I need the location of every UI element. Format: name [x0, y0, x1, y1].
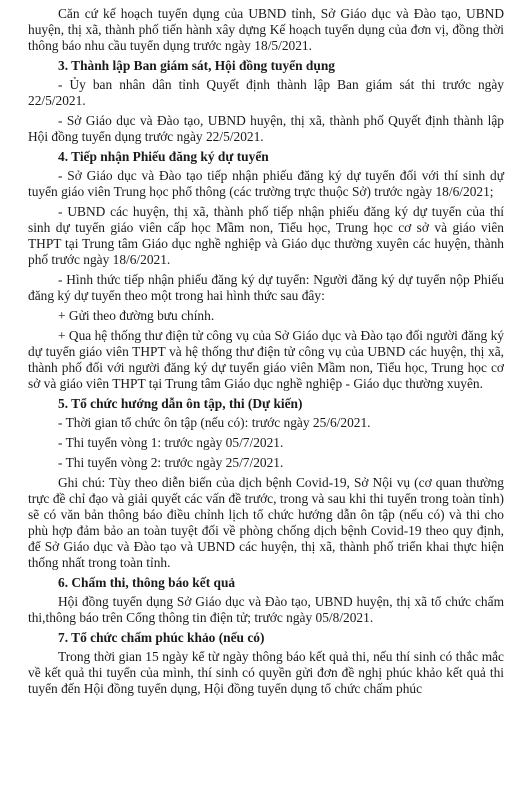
section-3-item-council: - Sở Giáo dục và Đào tạo, UBND huyện, thị xã, thành phố Quyết định thành lập Hội đồng tuyển dụng trước ngày 22/5/2021.: [28, 113, 504, 144]
section-3-item-supervision: - Ủy ban nhân dân tỉnh Quyết định thành lập Ban giám sát thi trước ngày 22/5/2021.: [28, 77, 504, 108]
section-5-item-review: - Thời gian tổ chức ôn tập (nếu có): trước ngày 25/6/2021.: [58, 415, 371, 430]
section-4-method-email: + Qua hệ thống thư điện tử công vụ của Sở Giáo dục và Đào tạo đối người đăng ký dự tuyển giáo viên THPT và hệ thống thư điện tử công vụ của UBND các huyện, thị xã, thành phố đối với người đăng ký dự tuyển giáo viên Mầm non, Tiểu học, Trung học cơ sở và giáo viên THPT tại Trung tâm Giáo dục nghề nghiệp - Giáo dục thường xuyên.: [28, 328, 504, 391]
section-4-item-methods: - Hình thức tiếp nhận phiếu đăng ký dự tuyển: Người đăng ký dự tuyển nộp Phiếu đăng ký dự tuyển theo một trong hai hình thức sau đây:: [28, 272, 504, 303]
section-4-item-department: - Sở Giáo dục và Đào tạo tiếp nhận phiếu đăng ký dự tuyển đối với thí sinh dự tuyển giáo viên Trung học phổ thông (các trường trực thuộc Sở) trước ngày 18/6/2021;: [28, 168, 504, 199]
section-4-item-districts: - UBND các huyện, thị xã, thành phố tiếp nhận phiếu đăng ký dự tuyển của thí sinh dự tuyển giáo viên cấp học Mầm non, Tiểu học, Trung học cơ sở và giáo viên THPT tại Trung tâm Giáo dục nghề nghiệp và Giáo dục thường xuyên các huyện, thành phố trước ngày 18/6/2021.: [28, 204, 504, 267]
section-3-heading: 3. Thành lập Ban giám sát, Hội đồng tuyển dụng: [58, 58, 335, 73]
section-4-method-post: + Gửi theo đường bưu chính.: [58, 308, 215, 323]
section-5-item-round-1: - Thi tuyển vòng 1: trước ngày 05/7/2021.: [58, 435, 284, 450]
section-6-paragraph: Hội đồng tuyển dụng Sở Giáo dục và Đào tạo, UBND huyện, thị xã tổ chức chấm thi,thông báo trên Cổng thông tin điện tử; trước ngày 05/8/2021.: [28, 594, 504, 625]
section-5-heading: 5. Tổ chức hướng dẫn ôn tập, thi (Dự kiến): [58, 396, 303, 411]
section-7-heading: 7. Tổ chức chấm phúc khảo (nếu có): [58, 630, 265, 645]
section-7-paragraph: Trong thời gian 15 ngày kể từ ngày thông báo kết quả thi, nếu thí sinh có thắc mắc về kết quả thi tuyển của mình, thí sinh có quyền gửi đơn đề nghị phúc khảo kết quả thi tuyển đến Hội đồng tuyển dụng, Hội đồng tuyển dụng tổ chức chấm phúc: [28, 649, 504, 696]
section-5-item-round-2: - Thi tuyển vòng 2: trước ngày 25/7/2021.: [58, 455, 284, 470]
section-4-heading: 4. Tiếp nhận Phiếu đăng ký dự tuyển: [58, 149, 269, 164]
section-6-heading: 6. Chấm thi, thông báo kết quả: [58, 575, 236, 590]
section-5-note: Ghi chú: Tùy theo diễn biến của dịch bệnh Covid-19, Sở Nội vụ (cơ quan thường trực đề chỉ đạo và giải quyết các vấn đề trước, trong và sau khi thi tuyển trong toàn tỉnh) sẽ có văn bản thông báo điều chỉnh lịch tổ chức hướng dẫn ôn tập (nếu có) và thi cho phù hợp đảm bảo an toàn tuyệt đối về phòng chống dịch bệnh Covid-19 theo quy định, để Sở Giáo dục và Đào tạo và UBND các huyện, thị xã, thành phố triển khai thực hiện thống nhất trong toàn tỉnh.: [28, 475, 504, 570]
intro-paragraph: Căn cứ kế hoạch tuyển dụng của UBND tỉnh, Sở Giáo dục và Đào tạo, UBND huyện, thị xã, thành phố tiến hành xây dựng Kế hoạch tuyển dụng của đơn vị, đồng thời thông báo nhu cầu tuyển dụng trước ngày 18/5/2021.: [28, 6, 504, 53]
